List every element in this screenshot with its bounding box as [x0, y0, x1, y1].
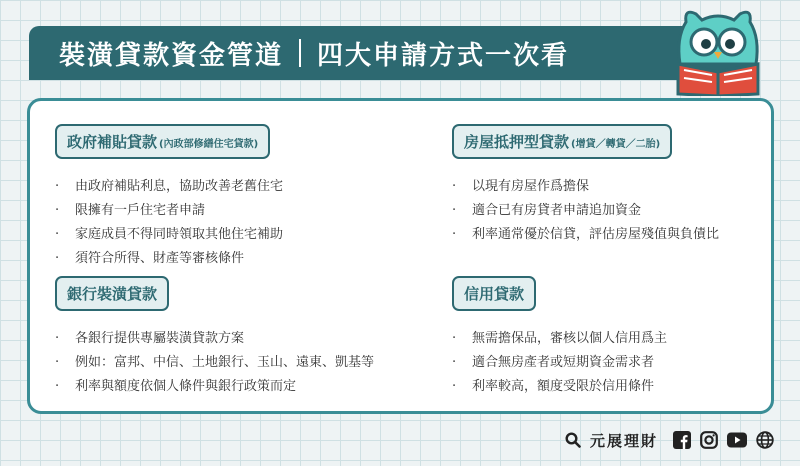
list-item: · 利率與額度依個人條件與銀行政策而定: [55, 379, 297, 394]
list-item: · 限擁有一戶住宅者申請: [55, 203, 206, 218]
section-house-loan: [452, 124, 719, 247]
bank-loan-label: 銀行裝潢貸款: [67, 285, 158, 303]
gov-loan-list: [55, 175, 283, 271]
list-item: · 家庭成員不得同時領取其他住宅補助: [55, 227, 284, 242]
gov-loan-label: 政府補貼貸款: [67, 133, 158, 151]
search-icon[interactable]: [565, 432, 581, 448]
list-item: · 無需擔保品，審核以個人信用爲主: [452, 331, 668, 346]
list-item: · 例如：富邦、中信、土地銀行、玉山、遠東、凱基等: [55, 355, 375, 370]
list-item: · 由政府補貼利息，協助改善老舊住宅: [55, 179, 284, 194]
footer: [565, 430, 774, 450]
brand-name: 元展理財: [589, 431, 658, 450]
youtube-icon[interactable]: [727, 432, 747, 448]
house-loan-label: 房屋抵押型貸款: [464, 133, 570, 151]
house-loan-sub: (增貸／轉貸／二胎): [571, 139, 661, 150]
title-left: 裝潢貸款資金管道: [59, 40, 284, 71]
house-loan-list: [452, 175, 719, 247]
credit-loan-list: [452, 327, 667, 399]
list-item: · 適合無房產者或短期資金需求者: [452, 355, 655, 370]
title-right: 四大申請方式一次看: [317, 40, 570, 71]
bank-loan-list: [55, 327, 374, 399]
title-bar: [29, 26, 751, 80]
owl-mascot-icon: [668, 4, 768, 96]
instagram-icon[interactable]: [700, 431, 718, 449]
list-item: · 各銀行提供專屬裝潢貸款方案: [55, 331, 245, 346]
globe-icon[interactable]: [756, 431, 774, 449]
title-divider: [299, 39, 301, 67]
credit-loan-label: 信用貸款: [464, 285, 525, 303]
facebook-icon[interactable]: [673, 431, 691, 449]
bank-loan-badge: [55, 276, 169, 311]
section-bank-loan: [55, 276, 374, 399]
section-gov-loan: [55, 124, 283, 271]
list-item: · 利率較高，額度受限於信用條件: [452, 379, 655, 394]
list-item: · 以現有房屋作爲擔保: [452, 179, 590, 194]
section-credit-loan: [452, 276, 667, 399]
gov-loan-sub: (內政部修繕住宅貸款): [159, 139, 259, 150]
info-card: [27, 98, 774, 414]
house-loan-badge: [452, 124, 672, 159]
list-item: · 適合已有房貸者申請追加資金: [452, 203, 642, 218]
gov-loan-badge: [55, 124, 270, 159]
list-item: · 須符合所得、財產等審核條件: [55, 251, 245, 266]
list-item: · 利率通常優於信貸，評估房屋殘值與負債比: [452, 227, 720, 242]
credit-loan-badge: [452, 276, 536, 311]
